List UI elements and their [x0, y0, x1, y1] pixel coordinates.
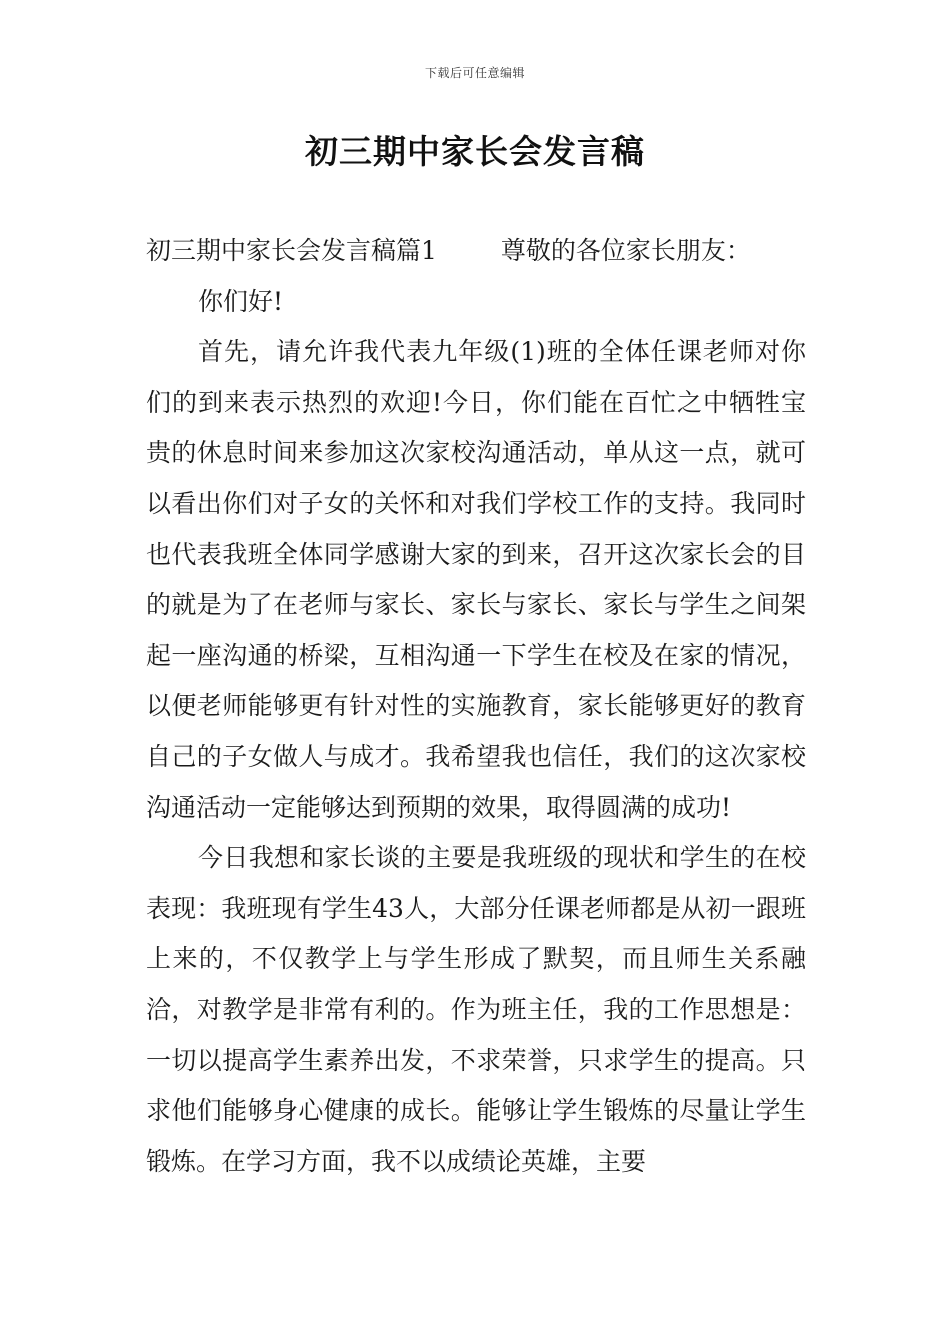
paragraph-welcome: 首先，请允许我代表九年级(1)班的全体任课老师对你们的到来表示热烈的欢迎!今日，你们能在百忙之中牺牲宝贵的休息时间来参加这次家校沟通活动，单从这一点，就可以看出你们对子女的关怀和对我们学校工作的支持。我同时也代表我班全体同学感谢大家的到来，召开这次家长会的目的就是为了在老师与家长、家长与家长、家长与学生之间架起一座沟通的桥梁，互相沟通一下学生在校及在家的情况，以便老师能够更有针对性的实施教育，家长能够更好的教育自己的子女做人与成才。我希望我也信任，我们的这次家校沟通活动一定能够达到预期的效果，取得圆满的成功!: [146, 337, 806, 822]
paragraph-greeting: 你们好!: [198, 286, 284, 316]
document-body: [146, 226, 806, 1187]
page-title: 初三期中家长会发言稿: [305, 132, 645, 171]
section-heading-line: [146, 226, 806, 277]
paragraph-class-status: 今日我想和家长谈的主要是我班级的现状和学生的在校表现：我班现有学生43人，大部分任课老师都是从初一跟班上来的，不仅教学上与学生形成了默契，而且师生关系融洽，对教学是非常有利的。作为班主任，我的工作思想是：一切以提高学生素养出发，不求荣誉，只求学生的提高。只求他们能够身心健康的成长。能够让学生锻炼的尽量让学生锻炼。在学习方面，我不以成绩论英雄，主要: [146, 843, 806, 1176]
salutation: 尊敬的各位家长朋友：: [500, 236, 751, 265]
section-heading: 初三期中家长会发言稿篇1: [146, 236, 437, 265]
header-note: 下载后可任意编辑: [424, 66, 525, 80]
